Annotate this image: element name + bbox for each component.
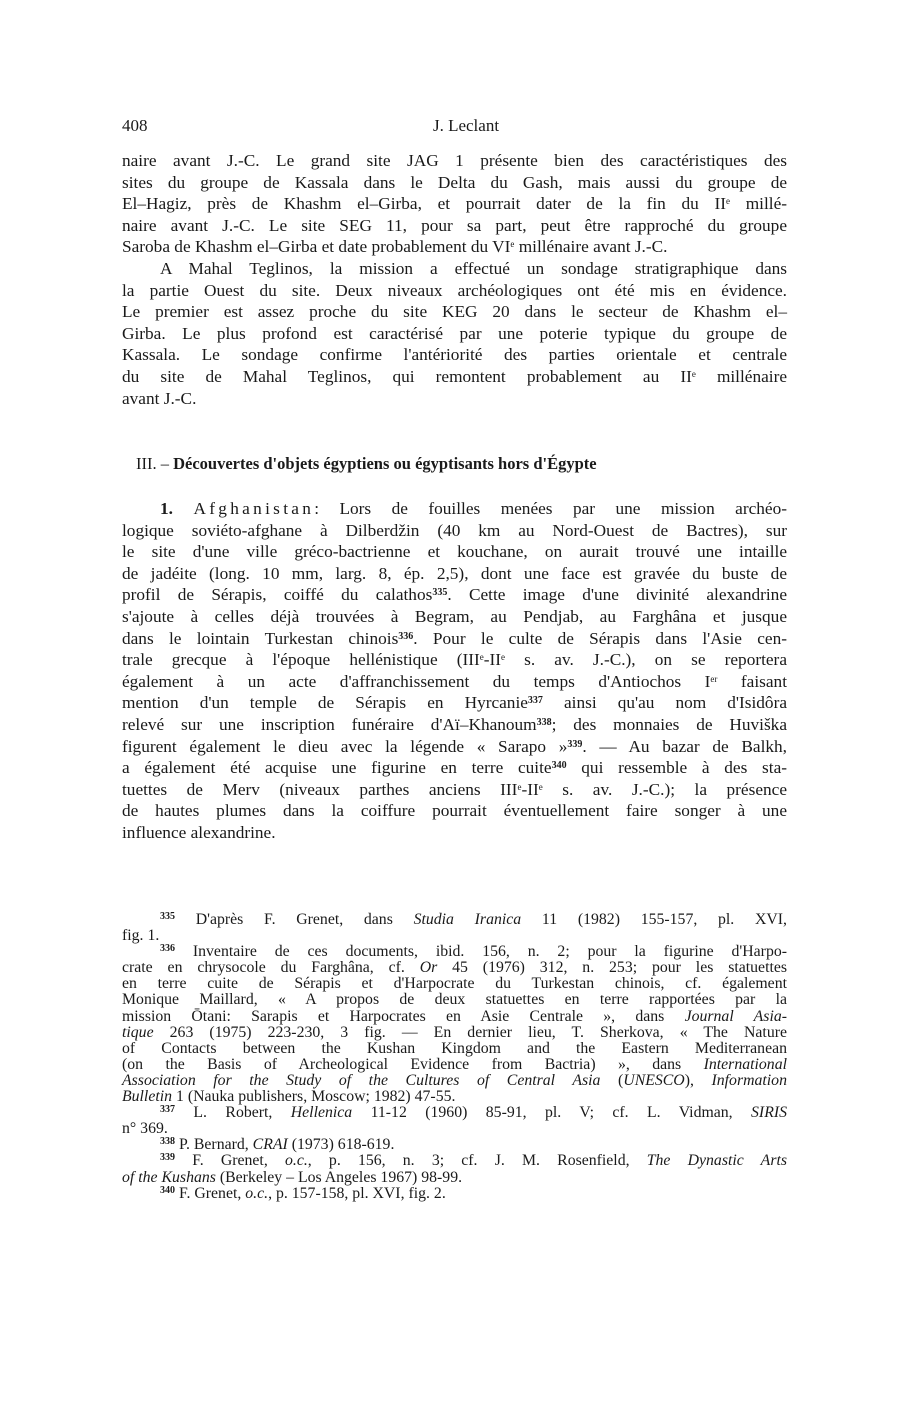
footnote-line: of the Kushans (Berkeley – Los Angeles 1967) 98-99. — [122, 1168, 463, 1186]
item-number: 1. — [160, 499, 173, 518]
text-line: logique soviéto-afghane à Dilberdžin (40 km au Nord-Ouest de Bactres), sur — [122, 520, 787, 540]
footnote-line: fig. 1. — [122, 927, 160, 945]
footnote-line: $^{340}$ F. Grenet, o.c., p. 157-158, pl. XVI, fig. 2. — [160, 1184, 446, 1202]
footnote-340 — [122, 1186, 787, 1202]
text-line: Saroba de Khashm el–Girba et date probablement du VIe millénaire avant J.-C. — [122, 237, 668, 257]
paragraph-afghanistan — [122, 498, 787, 844]
footnote-ref[interactable]: 340 — [551, 760, 567, 772]
footnote-line: $^{338}$ P. Bernard, CRAI (1973) 618-619. — [160, 1136, 395, 1154]
text-line: figurent également le dieu avec la légende « Sarapo »$^{339}$. — Au bazar de Balkh, — [122, 736, 787, 756]
text-line: naire avant J.-C. Le site SEG 11, pour sa part, peut être rapproché du groupe — [122, 215, 787, 235]
footnote-335 — [122, 912, 787, 944]
footnote-line: of Contacts between the Kushan Kingdom and the Eastern Mediterranean — [122, 1039, 787, 1057]
text-line: du site de Mahal Teglinos, qui remontent probablement au IIe millénaire — [122, 366, 787, 386]
footnote-line: en terre cuite de Sérapis et d'Harpocrate du Turkestan chinois, cf. également — [122, 975, 787, 993]
text-line: Girba. Le plus profond est caractérisé par une poterie typique du groupe de — [122, 323, 787, 343]
text-line: également à un acte d'affranchissement du temps d'Antiochos Ier faisant — [122, 671, 787, 691]
footnote-line: Bulletin 1 (Nauka publishers, Moscow; 1982) 47-55. — [122, 1088, 456, 1106]
footnote-ref[interactable]: 339 — [567, 738, 583, 750]
footnote-number: 340 — [160, 1184, 175, 1196]
footnote-ref[interactable]: 335 — [432, 587, 448, 599]
footnote-line: crate en chrysocole du Farghâna, cf. Or 45 (1976) 312, n. 253; pour les statuettes — [122, 959, 788, 977]
footnote-line: $^{335}$ D'après F. Grenet, dans Studia Iranica 11 (1982) 155-157, pl. XVI, — [160, 911, 788, 928]
footnote-number: 339 — [160, 1152, 175, 1164]
text-line: mention d'un temple de Sérapis en Hyrcanie$^{337}$ ainsi qu'au nom d'Isidôra — [122, 693, 787, 713]
text-line: 1. Afghanistan: Lors de fouilles menées par une mission archéo- — [160, 499, 787, 518]
footnote-line: Association for the Study of the Cultures of Central Asia (UNESCO), Information — [122, 1071, 787, 1089]
footnote-line: Monique Maillard, « A propos de deux statuettes en terre rapportées par la — [122, 991, 787, 1009]
text-line: la partie Ouest du site. Deux niveaux archéologiques ont été mis en évidence. — [122, 280, 787, 300]
text-line: de jadéite (long. 10 mm, larg. 8, ép. 2,5), dont une face est gravée du buste de — [122, 563, 787, 583]
footnote-line: $^{339}$ F. Grenet, o.c., p. 156, n. 3; cf. J. M. Rosenfield, The Dynastic Arts — [160, 1152, 788, 1170]
text-line: sites du groupe de Kassala dans le Delta du Gash, mais aussi du groupe de — [122, 172, 787, 192]
footnote-line: n° 369. — [122, 1120, 168, 1138]
text-line: Le premier est assez proche du site KEG 20 dans le secteur de Khashm el– — [122, 302, 787, 322]
footnote-line: $^{336}$ Inventaire de ces documents, ibid. 156, n. 2; pour la figurine d'Harpo- — [160, 943, 788, 961]
footnote-line: tique 263 (1975) 223-230, 3 fig. — En dernier lieu, T. Sherkova, « The Nature — [122, 1023, 787, 1041]
text-line: le site d'une ville gréco-bactrienne et kouchane, on aurait trouvé une intaille — [122, 542, 787, 562]
text-line: trale grecque à l'époque hellénistique (IIIe-IIe s. av. J.-C.), on se reportera — [122, 650, 787, 670]
page-number: 408 — [122, 116, 148, 135]
section-title: Découvertes d'objets égyptiens ou égyptisants hors d'Égypte — [173, 454, 597, 473]
footnote-338 — [122, 1137, 787, 1153]
footnote-number: 337 — [160, 1104, 175, 1116]
text-line: relevé sur une inscription funéraire d'Aï–Khanoum$^{338}$; des monnaies de Huviška — [122, 714, 787, 734]
text-line: de hautes plumes dans la coiffure pourrait éventuellement faire songer à une — [122, 801, 787, 821]
footnote-336 — [122, 944, 787, 1105]
footnotes — [122, 912, 787, 1202]
footnote-ref[interactable]: 337 — [527, 695, 543, 707]
footnote-337 — [122, 1105, 787, 1137]
text-line: El–Hagiz, près de Khashm el–Girba, et pourrait dater de la fin du IIe millé- — [122, 194, 788, 214]
text-line: profil de Sérapis, coiffé du calathos$^{335}$. Cette image d'une divinité alexandrine — [122, 585, 787, 605]
text-line: avant J.-C. — [122, 388, 197, 408]
text-line: Kassala. Le sondage confirme l'antériorité des parties orientale et centrale — [122, 345, 787, 365]
text-line: A Mahal Teglinos, la mission a effectué un sondage stratigraphique dans — [160, 259, 787, 278]
text-line: a également été acquise une figurine en terre cuite$^{340}$ qui ressemble à des sta- — [122, 758, 787, 778]
text-line: s'ajoute à celles déjà trouvées à Begram, au Pendjab, au Farghâna et jusque — [122, 606, 787, 626]
text-line: tuettes de Merv (niveaux parthes anciens IIIe-IIe s. av. J.-C.); la présence — [122, 779, 787, 799]
running-head: J. Leclant — [432, 116, 500, 135]
paragraph-continued — [122, 150, 787, 258]
footnote-number: 336 — [160, 943, 175, 955]
section-heading — [136, 454, 597, 474]
footnote-ref[interactable]: 338 — [536, 716, 552, 728]
footnote-number: 335 — [160, 911, 175, 922]
footnote-339 — [122, 1153, 787, 1185]
footnote-number: 338 — [160, 1136, 175, 1148]
text-line: dans le lointain Turkestan chinois$^{336}$. Pour le culte de Sérapis dans l'Asie cen- — [122, 628, 787, 648]
footnote-line: (on the Basis of Archeological Evidence from Bactria) », dans International — [122, 1055, 787, 1073]
footnote-ref[interactable]: 336 — [398, 630, 414, 642]
text-line: naire avant J.-C. Le grand site JAG 1 présente bien des caractéristiques des — [122, 151, 787, 170]
paragraph-mahal-teglinos — [122, 258, 787, 409]
footnote-line: mission Ōtani: Sarapis et Harpocrates en Asie Centrale », dans Journal Asia- — [122, 1007, 788, 1025]
text-line: influence alexandrine. — [122, 822, 276, 842]
country-name: Afghanistan — [193, 499, 315, 518]
footnote-line: $^{337}$ L. Robert, Hellenica 11-12 (1960) 85-91, pl. V; cf. L. Vidman, SIRIS — [160, 1104, 787, 1122]
section-number: III. – — [136, 454, 169, 473]
